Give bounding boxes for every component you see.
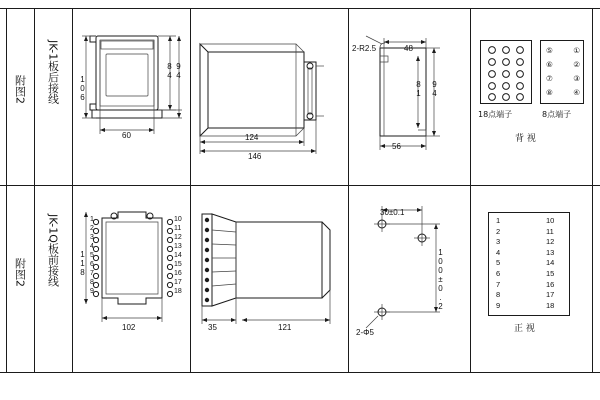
dim-106: 106 bbox=[78, 75, 87, 102]
term-14: 14 bbox=[174, 252, 182, 259]
dim-48: 48 bbox=[404, 44, 413, 53]
front-view-right-numbers bbox=[174, 215, 182, 296]
term-18: 18 bbox=[174, 288, 182, 295]
term-6: 6 bbox=[90, 261, 94, 268]
map-term-4: 4 bbox=[496, 247, 501, 257]
map-term-13: 13 bbox=[546, 247, 555, 257]
divider-panel-3 bbox=[470, 8, 471, 372]
frame-line-bottom bbox=[0, 372, 600, 373]
dim-102: 102 bbox=[122, 323, 136, 332]
map-term-9: 9 bbox=[496, 300, 501, 310]
term-11: 11 bbox=[174, 225, 182, 232]
row-bottom-side-view bbox=[196, 200, 346, 340]
row-top-front-view bbox=[84, 22, 184, 152]
divider-namecolumn bbox=[72, 8, 73, 372]
map-term-18: 18 bbox=[546, 300, 555, 310]
dim-118: 118 bbox=[78, 250, 87, 277]
term-1: 1 bbox=[90, 216, 94, 223]
term-3: ③ bbox=[573, 74, 580, 83]
terminal-map-right-column bbox=[546, 216, 554, 311]
term-2: ② bbox=[573, 60, 580, 69]
map-term-2: 2 bbox=[496, 226, 501, 236]
dim-124: 124 bbox=[245, 133, 259, 142]
map-term-6: 6 bbox=[496, 268, 501, 278]
term-8: 8 bbox=[90, 279, 94, 286]
map-term-15: 15 bbox=[546, 268, 555, 278]
row-bottom-side-label: 附图2 bbox=[13, 258, 27, 287]
divider-panel-2 bbox=[348, 8, 349, 372]
term-6: ⑥ bbox=[546, 60, 553, 69]
row-bottom-name-label: JK-1Q板前接线 bbox=[46, 214, 60, 287]
term-4: 4 bbox=[90, 243, 94, 250]
frame-line-right bbox=[592, 8, 593, 372]
term-3: 3 bbox=[90, 234, 94, 241]
dim-81: 81 bbox=[414, 80, 423, 98]
frame-line-top bbox=[0, 8, 600, 9]
term-17: 17 bbox=[174, 279, 182, 286]
term-7: ⑦ bbox=[546, 74, 553, 83]
map-term-8: 8 bbox=[496, 290, 501, 300]
row-top-name-label: JK-1板后接线 bbox=[46, 40, 60, 105]
map-term-10: 10 bbox=[546, 216, 555, 225]
row-top-side-view bbox=[196, 22, 344, 154]
map-term-11: 11 bbox=[546, 226, 554, 236]
dim-94: 94 bbox=[174, 62, 183, 80]
dim-60: 60 bbox=[122, 131, 131, 140]
term-16: 16 bbox=[174, 270, 182, 277]
term-8: ⑧ bbox=[546, 88, 553, 97]
term-5: ⑤ bbox=[546, 46, 553, 55]
term-5: 5 bbox=[90, 252, 94, 259]
dim-121: 121 bbox=[278, 323, 292, 332]
front-view-left-numbers bbox=[90, 215, 94, 296]
term-1: ① bbox=[573, 46, 580, 55]
dim-35: 35 bbox=[208, 323, 217, 332]
map-term-7: 7 bbox=[496, 279, 501, 289]
dim-30: 30±0.1 bbox=[380, 208, 405, 217]
term-12: 12 bbox=[174, 234, 182, 241]
terminal-numbers-8 bbox=[546, 44, 580, 100]
map-term-14: 14 bbox=[546, 258, 555, 268]
term-2: 2 bbox=[90, 225, 94, 232]
dim-84: 84 bbox=[165, 62, 174, 80]
dim-56: 56 bbox=[392, 142, 401, 151]
divider-sidelabel bbox=[34, 8, 35, 372]
row-bottom-cutout-view bbox=[360, 202, 468, 338]
terminal-map-front bbox=[488, 212, 570, 316]
term-7: 7 bbox=[90, 270, 94, 277]
dim-94-cutout: 94 bbox=[430, 80, 439, 98]
caption-8-terminal: 8点端子 bbox=[542, 110, 572, 119]
caption-18-terminal: 18点端子 bbox=[478, 110, 513, 119]
map-term-16: 16 bbox=[546, 279, 555, 289]
frame-line-middle bbox=[0, 185, 600, 186]
row-top-side-label: 附图2 bbox=[13, 75, 27, 104]
caption-front-view: 正 视 bbox=[514, 324, 535, 334]
terminal-dots-18 bbox=[480, 40, 532, 104]
row-bottom-front-view bbox=[84, 200, 188, 340]
dim-146: 146 bbox=[248, 152, 262, 161]
dim-100: 100±0.2 bbox=[436, 248, 445, 311]
map-term-5: 5 bbox=[496, 258, 501, 268]
map-term-1: 1 bbox=[496, 216, 501, 225]
map-term-12: 12 bbox=[546, 237, 555, 247]
map-term-17: 17 bbox=[546, 290, 555, 300]
term-10: 10 bbox=[174, 216, 182, 223]
terminal-map-left-column bbox=[496, 216, 500, 311]
dim-2-phi5: 2-Φ5 bbox=[356, 328, 374, 337]
caption-rear-view: 背 视 bbox=[515, 134, 536, 144]
dim-2-r25: 2-R2.5 bbox=[352, 44, 377, 53]
term-9: 9 bbox=[90, 288, 94, 295]
term-13: 13 bbox=[174, 243, 182, 250]
term-15: 15 bbox=[174, 261, 182, 268]
map-term-3: 3 bbox=[496, 237, 501, 247]
frame-line-left bbox=[6, 8, 7, 372]
divider-panel-1 bbox=[190, 8, 191, 372]
term-4: ④ bbox=[573, 88, 580, 97]
